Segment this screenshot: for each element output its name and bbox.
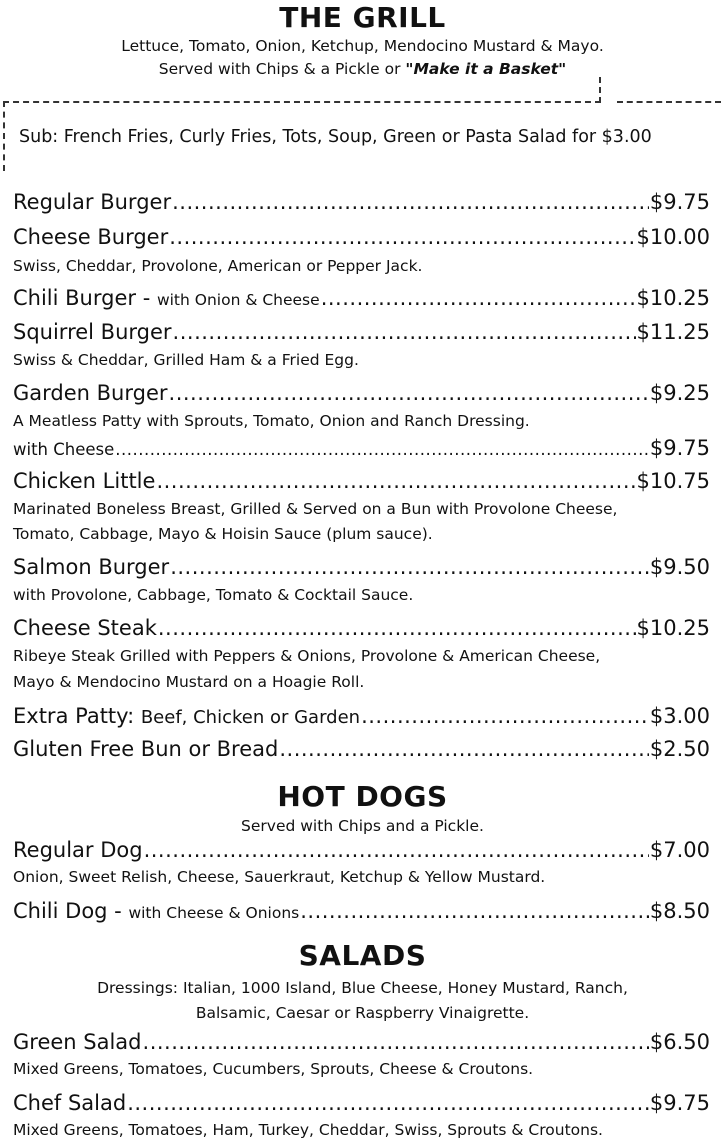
item-description: Mixed Greens, Tomatoes, Cucumbers, Sprouts, Cheese & Croutons.	[13, 1060, 534, 1078]
menu-item-chili-dog: Chili Dog - with Cheese & Onions ..... $8.50	[13, 899, 710, 923]
menu-item-chili-burger: Chili Burger - with Onion & Cheese ..... $10.25	[13, 286, 710, 310]
item-description: Mixed Greens, Tomatoes, Ham, Turkey, Cheddar, Swiss, Sprouts & Croutons.	[13, 1121, 603, 1139]
item-description: A Meatless Patty with Sprouts, Tomato, Onion and Ranch Dressing.	[13, 412, 530, 430]
menu-item-squirrel-burger: Squirrel Burger ..... $11.25	[13, 320, 710, 344]
menu-item-cheese-steak: Cheese Steak ..... $10.25	[13, 616, 710, 640]
menu-item-regular-dog: Regular Dog ..... $7.00	[13, 838, 710, 862]
salads-intro-line2: Balsamic, Caesar or Raspberry Vinaigrette.	[195, 1004, 530, 1022]
menu-item-garden-burger: Garden Burger ..... $9.25	[13, 381, 710, 405]
substitution-note: Sub: French Fries, Curly Fries, Tots, Soup, Green or Pasta Salad for $3.00	[19, 127, 652, 147]
item-description: with Provolone, Cabbage, Tomato & Cocktail Sauce.	[13, 586, 414, 604]
menu-item-chef-salad: Chef Salad ..... $9.75	[13, 1091, 710, 1115]
item-description: Tomato, Cabbage, Mayo & Hoisin Sauce (plum sauce).	[13, 525, 433, 543]
item-description: Mayo & Mendocino Mustard on a Hoagie Roll.	[13, 673, 365, 691]
menu-item-regular-burger: Regular Burger ..... $9.75	[13, 190, 710, 214]
menu-item-gluten-free-bun: Gluten Free Bun or Bread ..... $2.50	[13, 737, 710, 761]
menu-item-cheese-burger: Cheese Burger ..... $10.00	[13, 225, 710, 249]
item-description: Onion, Sweet Relish, Cheese, Sauerkraut, Ketchup & Yellow Mustard.	[13, 868, 546, 886]
item-description: Swiss & Cheddar, Grilled Ham & a Fried Egg.	[13, 351, 359, 369]
item-description: Swiss, Cheddar, Provolone, American or Pepper Jack.	[13, 257, 423, 275]
dashed-connector	[599, 77, 601, 103]
menu-item-chicken-little: Chicken Little ..... $10.75	[13, 469, 710, 493]
dashed-border-left	[3, 101, 5, 171]
salads-intro-line1: Dressings: Italian, 1000 Island, Blue Cheese, Honey Mustard, Ranch,	[97, 979, 628, 997]
item-description: Marinated Boneless Breast, Grilled & Served on a Bun with Provolone Cheese,	[13, 500, 618, 518]
substitution-box	[3, 101, 721, 171]
grill-intro-text: Served with Chips & a Pickle or	[158, 60, 406, 78]
menu-item-salmon-burger: Salmon Burger ..... $9.50	[13, 555, 710, 579]
menu-item-garden-burger-with-cheese: with Cheese ..... $9.75	[13, 436, 710, 460]
grill-intro-line2	[0, 58, 725, 81]
dashed-border-top	[3, 101, 601, 103]
hotdogs-title: HOT DOGS	[277, 780, 448, 813]
item-description: Ribeye Steak Grilled with Peppers & Onions, Provolone & American Cheese,	[13, 647, 601, 665]
grill-title: THE GRILL	[279, 1, 446, 34]
basket-emphasis: "Make it a Basket"	[405, 60, 567, 78]
menu-item-extra-patty: Extra Patty: Beef, Chicken or Garden ..... $3.00	[13, 704, 710, 728]
hotdogs-intro: Served with Chips and a Pickle.	[241, 817, 484, 835]
menu-item-green-salad: Green Salad ..... $6.50	[13, 1030, 710, 1054]
grill-intro-line1: Lettuce, Tomato, Onion, Ketchup, Mendocino Mustard & Mayo.	[121, 37, 604, 55]
salads-title: SALADS	[298, 939, 427, 972]
dashed-border-top-right	[617, 101, 721, 103]
